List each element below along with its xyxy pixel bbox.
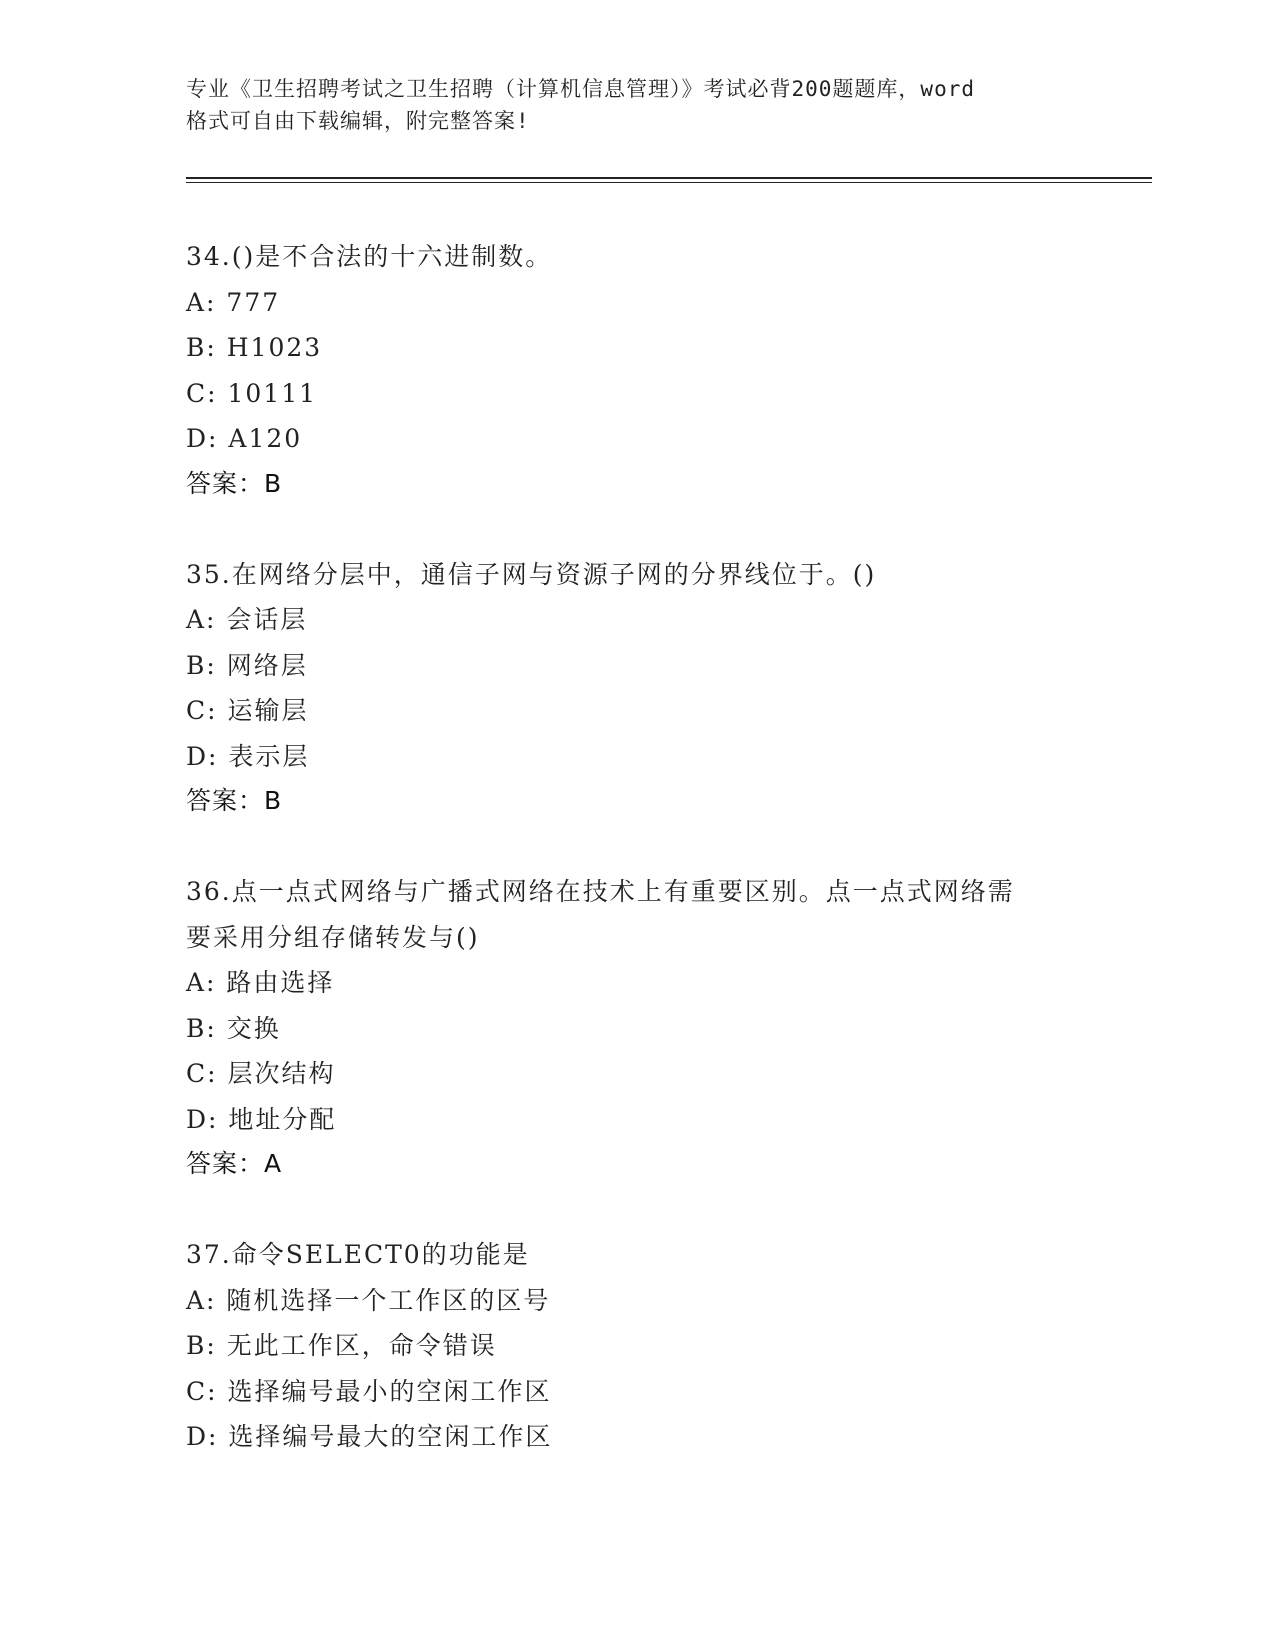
option-d: D: 选择编号最大的空闲工作区 <box>186 1422 553 1451</box>
header-line-2: 格式可自由下载编辑，附完整答案! <box>186 109 530 133</box>
option-c: C: 层次结构 <box>186 1059 336 1088</box>
option-c: C: 运输层 <box>186 696 309 725</box>
header-line-1: 专业《卫生招聘考试之卫生招聘（计算机信息管理）》考试必背200题题库，word <box>186 77 975 101</box>
option-d: D: 表示层 <box>186 741 310 771</box>
option-a: A: 会话层 <box>186 605 308 634</box>
question-34 <box>186 234 1086 506</box>
answer-label: 答案：B <box>186 468 283 498</box>
answer-label: 答案：B <box>186 786 283 815</box>
question-stem-line-1: 36.点一点式网络与广播式网络在技术上有重要区别。点一点式网络需 <box>186 877 1015 906</box>
question-list <box>186 234 1086 1506</box>
option-a: A: 随机选择一个工作区的区号 <box>186 1285 551 1315</box>
option-d: D: 地址分配 <box>186 1104 337 1134</box>
document-header <box>186 73 1086 137</box>
option-b: B: 网络层 <box>186 650 308 680</box>
option-b: B: H1023 <box>186 333 323 362</box>
question-35 <box>186 552 1086 824</box>
option-d: D: A120 <box>186 424 303 453</box>
option-a: A: 路由选择 <box>186 968 335 997</box>
option-b: B: 无此工作区，命令错误 <box>186 1331 497 1360</box>
question-stem: 37.命令SELECT0的功能是 <box>186 1240 530 1269</box>
question-36 <box>186 869 1086 1186</box>
question-37 <box>186 1232 1086 1460</box>
option-a: A: 777 <box>186 287 281 317</box>
option-c: C: 选择编号最小的空闲工作区 <box>186 1376 552 1406</box>
header-divider <box>186 177 1152 183</box>
question-stem: 35.在网络分层中，通信子网与资源子网的分界线位于。() <box>186 559 877 589</box>
option-c: C: 10111 <box>186 378 318 408</box>
question-stem-line-2: 要采用分组存储转发与() <box>186 922 480 952</box>
question-stem: 34.()是不合法的十六进制数。 <box>186 242 553 271</box>
option-b: B: 交换 <box>186 1013 281 1043</box>
answer-label: 答案：A <box>186 1149 283 1178</box>
